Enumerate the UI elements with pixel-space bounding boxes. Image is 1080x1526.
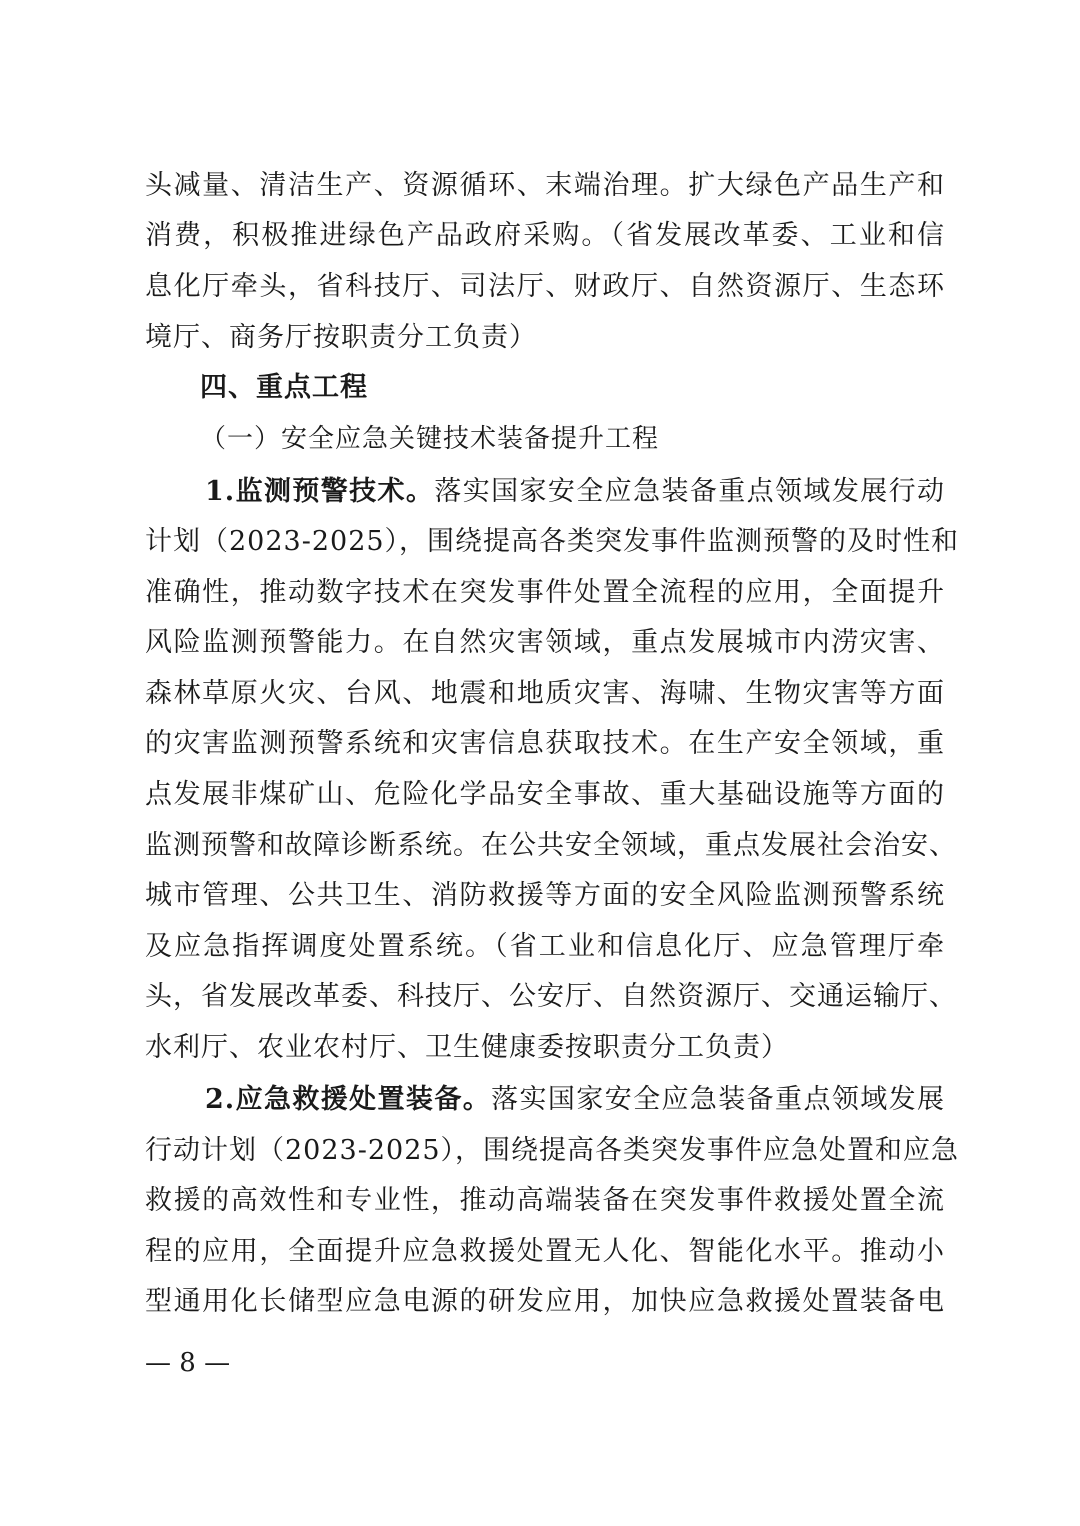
page-number: — 8 —	[145, 1348, 231, 1378]
paragraph-line: 监测预警和故障诊断系统。在公共安全领域，重点发展社会治安、	[145, 830, 957, 861]
paragraph-line: 城市管理、公共卫生、消防救援等方面的安全风险监测预警系统	[145, 880, 945, 911]
section-heading: 四、重点工程	[200, 372, 368, 403]
paragraph-line: 型通用化长储型应急电源的研发应用，加快应急救援处置装备电	[145, 1286, 945, 1317]
paragraph-line: 头，省发展改革委、科技厅、公安厅、自然资源厅、交通运输厅、	[145, 981, 957, 1012]
paragraph-line: 风险监测预警能力。在自然灾害领域，重点发展城市内涝灾害、	[145, 627, 945, 658]
subsection-heading: （一）安全应急关键技术装备提升工程	[200, 424, 660, 454]
paragraph-line: 计划（2023-2025），围绕提高各类突发事件监测预警的及时性和	[145, 526, 960, 557]
paragraph-line: 及应急指挥调度处置系统。（省工业和信息化厅、应急管理厅牵	[145, 931, 945, 962]
paragraph-line: 点发展非煤矿山、危险化学品安全事故、重大基础设施等方面的	[145, 779, 945, 810]
paragraph-line: 境厅、商务厅按职责分工负责）	[145, 322, 537, 353]
paragraph-line: 的灾害监测预警系统和灾害信息获取技术。在生产安全领域，重	[145, 728, 945, 759]
paragraph-line: 行动计划（2023-2025），围绕提高各类突发事件应急处置和应急	[145, 1135, 960, 1166]
item1-first-line	[205, 472, 945, 512]
paragraph-line: 水利厅、农业农村厅、卫生健康委按职责分工负责）	[145, 1032, 789, 1063]
paragraph-line: 消费，积极推进绿色产品政府采购。（省发展改革委、工业和信	[145, 220, 945, 251]
item1-first-line-text: 落实国家安全应急装备重点领域发展行动	[434, 476, 945, 507]
paragraph-line: 森林草原火灾、台风、地震和地质灾害、海啸、生物灾害等方面	[145, 678, 945, 709]
paragraph-line: 程的应用，全面提升应急救援处置无人化、智能化水平。推动小	[145, 1236, 945, 1267]
paragraph-line: 头减量、清洁生产、资源循环、末端治理。扩大绿色产品生产和	[145, 170, 945, 201]
paragraph-line: 救援的高效性和专业性，推动高端装备在突发事件救援处置全流	[145, 1185, 945, 1216]
paragraph-line: 准确性，推动数字技术在突发事件处置全流程的应用，全面提升	[145, 577, 945, 608]
paragraph-line: 息化厅牵头，省科技厅、司法厅、财政厅、自然资源厅、生态环	[145, 271, 945, 302]
item2-first-line-text: 落实国家安全应急装备重点领域发展	[491, 1084, 946, 1115]
item2-first-line	[205, 1080, 945, 1120]
item2-title: 2.应急救援处置装备。	[205, 1084, 492, 1115]
item1-title: 1.监测预警技术。	[205, 476, 435, 507]
